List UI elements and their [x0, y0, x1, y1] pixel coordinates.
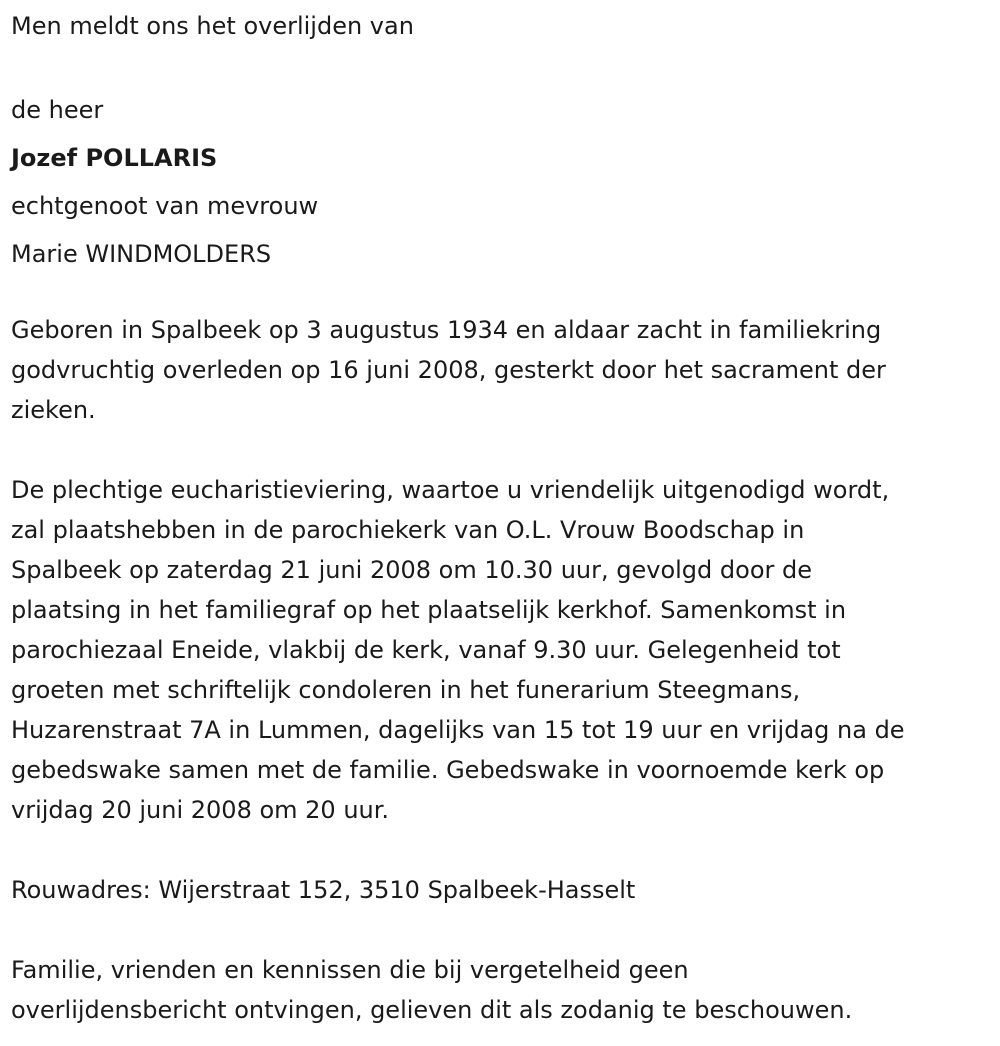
spouse-relation: echtgenoot van mevrouw	[11, 192, 319, 220]
spacer	[11, 830, 991, 870]
ceremony-paragraph	[11, 470, 991, 830]
paragraph-line: Familie, vrienden en kennissen die bij vergetelheid geen	[11, 956, 689, 984]
title-prefix: de heer	[11, 96, 104, 124]
spacer	[11, 430, 991, 470]
deceased-block	[11, 86, 991, 278]
spacer	[11, 278, 991, 310]
paragraph-line: De plechtige eucharistieviering, waartoe u vriendelijk uitgenodigd wordt,	[11, 476, 890, 504]
spacer	[11, 910, 991, 950]
paragraph-line: parochiezaal Eneide, vlakbij de kerk, vanaf 9.30 uur. Gelegenheid tot	[11, 636, 841, 664]
paragraph-line: Geboren in Spalbeek op 3 augustus 1934 en aldaar zacht in familiekring	[11, 316, 882, 344]
spacer	[11, 46, 991, 86]
paragraph-line: gebedswake samen met de familie. Gebedswake in voornoemde kerk op	[11, 756, 885, 784]
mourning-address: Rouwadres: Wijerstraat 152, 3510 Spalbeek-Hasselt	[11, 876, 636, 904]
paragraph-line: zal plaatshebben in de parochiekerk van O.L. Vrouw Boodschap in	[11, 516, 805, 544]
spouse-name: Marie WINDMOLDERS	[11, 240, 272, 268]
death-notice	[11, 6, 991, 1030]
paragraph-line: overlijdensbericht ontvingen, gelieven dit als zodanig te beschouwen.	[11, 996, 853, 1024]
intro-text: Men meldt ons het overlijden van	[11, 12, 414, 40]
paragraph-line: Spalbeek op zaterdag 21 juni 2008 om 10.30 uur, gevolgd door de	[11, 556, 812, 584]
closing-paragraph	[11, 950, 991, 1030]
birth-death-paragraph	[11, 310, 991, 430]
paragraph-line: godvruchtig overleden op 16 juni 2008, gesterkt door het sacrament der	[11, 356, 886, 384]
paragraph-line: vrijdag 20 juni 2008 om 20 uur.	[11, 796, 390, 824]
paragraph-line: groeten met schriftelijk condoleren in het funerarium Steegmans,	[11, 676, 801, 704]
deceased-name: Jozef POLLARIS	[11, 144, 218, 172]
paragraph-line: plaatsing in het familiegraf op het plaatselijk kerkhof. Samenkomst in	[11, 596, 847, 624]
paragraph-line: zieken.	[11, 396, 96, 424]
paragraph-line: Huzarenstraat 7A in Lummen, dagelijks van 15 tot 19 uur en vrijdag na de	[11, 716, 905, 744]
